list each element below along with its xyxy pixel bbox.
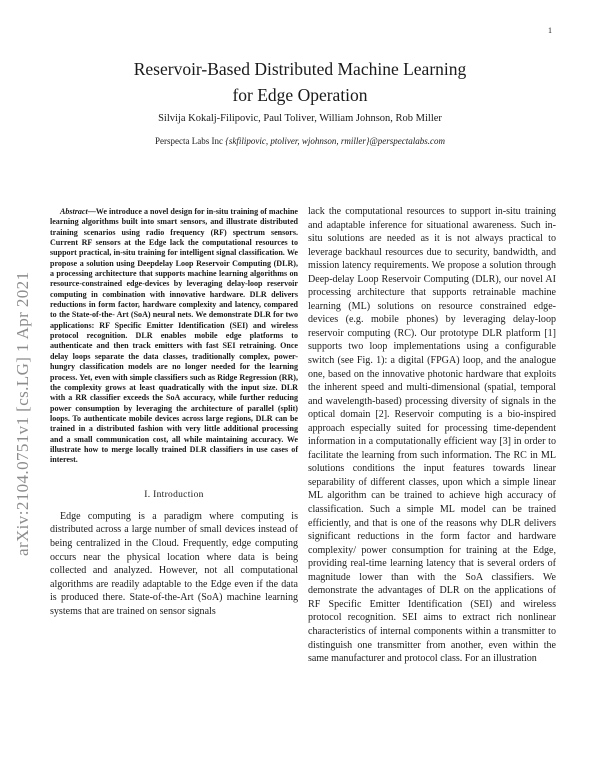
page-number: 1 (548, 26, 552, 35)
abstract (50, 207, 298, 466)
introduction-paragraph-continued: lack the computational resources to support in-situ training and adaptable inference for situational awareness. Such in-situ solutions are needed as it is not always practical to leverage backhaul resources due to security, bandwidth, and mission latency requirements. We propose a solution through Deep-delay Loop Reservoir Computing (DLR), our novel AI processing architecture that supports retrainable machine learning (ML) solutions on resource constrained edge-devices (e.g. mobile phones) by leveraging delay-loop reservoir computing (RC). Our prototype DLR platform [1] supports two loop implementations using a configurable switch (see Fig. 1): a digital (FPGA) loop, and the analogue one, based on the innovative photonic hardware that exploits the inherent speed and multi-dimensional (spatial, temporal and wavelength-based) processing diversity of signals in the optical domain [2]. Reservoir computing is a bio-inspired approach especially suited for processing time-dependent information in a computationally efficient way [3] in order to facilitate the learning from such information. The RC in ML solutions conditions the input features towards linear separability of different classes, upon which a simple linear ML algorithm can be trained to achieve high accuracy of classification. Such a simple ML model can be trained efficiently, and that is one of the reasons why DLR delivers significant reductions in the form factor and hardware complexity/ power consumption for training at the Edge, providing real-time learning latency that is several orders of magnitude lower than with the SoA classifiers. We demonstrate the advantages of DLR on the applications of RF Specific Emitter Identification (SEI) and wireless protocol recognition. SEI aims to extract rich nonlinear characteristics of internal components within a transmitter to distinguish one transmitter from another, even within the same manufacturer and protocol class. For an illustration (308, 206, 556, 665)
left-column (50, 207, 298, 618)
paper-title-line-1: Reservoir-Based Distributed Machine Learning (133, 59, 467, 79)
paper-title (40, 56, 560, 108)
author-list: Silvija Kokalj-Filipovic, Paul Toliver, William Johnson, Rob Miller (158, 113, 442, 124)
section-heading-introduction: I. Introduction (144, 489, 204, 500)
abstract-label: Abstract (60, 207, 88, 216)
affiliation-organization: Perspecta Labs Inc (155, 136, 226, 146)
affiliation-emails: {skfilipovic, ptoliver, wjohnson, rmiller}@perspectalabs.com (225, 136, 445, 146)
paper-title-line-2: for Edge Operation (232, 85, 368, 105)
right-column (308, 205, 556, 666)
arxiv-identifier-stamp: arXiv:2104.0751v1 [cs.LG] 1 Apr 2021 (13, 271, 32, 556)
affiliation (40, 136, 560, 146)
abstract-body: —We introduce a novel design for in-situ training of machine learning algorithms built into smart sensors, and illustrate distributed training scenarios using radio frequency (RF) spectrum sensors. Current RF sensors at the Edge lack the computational resources to support practical, in-situ training for intelligent signal classification. We propose a solution using Deepdelay Loop Reservoir Computing (DLR), a processing architecture that supports machine learning algorithms on resource-constrained edge-devices by leveraging delay-loop reservoir computing in combination with innovative hardware. DLR delivers reductions in form factor, hardware complexity and latency, compared to the State-of-the- Art (SoA) neural nets. We demonstrate DLR for two applications: RF Specific Emitter Identification (SEI) and wireless protocol recognition. DLR enables mobile edge platforms to authenticate and then track emitters with fast SEI retraining. Once delay loops separate the data classes, traditionally complex, power-hungry classification models are no longer needed for the learning process. Yet, even with simple classifiers such as Ridge Regression (RR), the complexity grows at least quadratically with the input size. DLR with a RR classifier exceeds the SoA accuracy, while further reducing power consumption by leveraging the architecture of parallel (split) loops. To authenticate mobile devices across large regions, DLR can be trained in a distributed fashion with very little additional processing and a small communication cost, all while maintaining accuracy. We illustrate how to merge locally trained DLR classifiers in use cases of interest. (50, 207, 298, 465)
introduction-paragraph: Edge computing is a paradigm where computing is distributed across a large number of small devices instead of being centralized in the Cloud. Frequently, edge computing occurs near the physical location where data is being collected and analyzed. However, not all computational algorithms are readily adaptable to the Edge even if the data is produced there. State-of-the-Art (SoA) machine learning systems that are trained on sensor signals (50, 510, 298, 617)
